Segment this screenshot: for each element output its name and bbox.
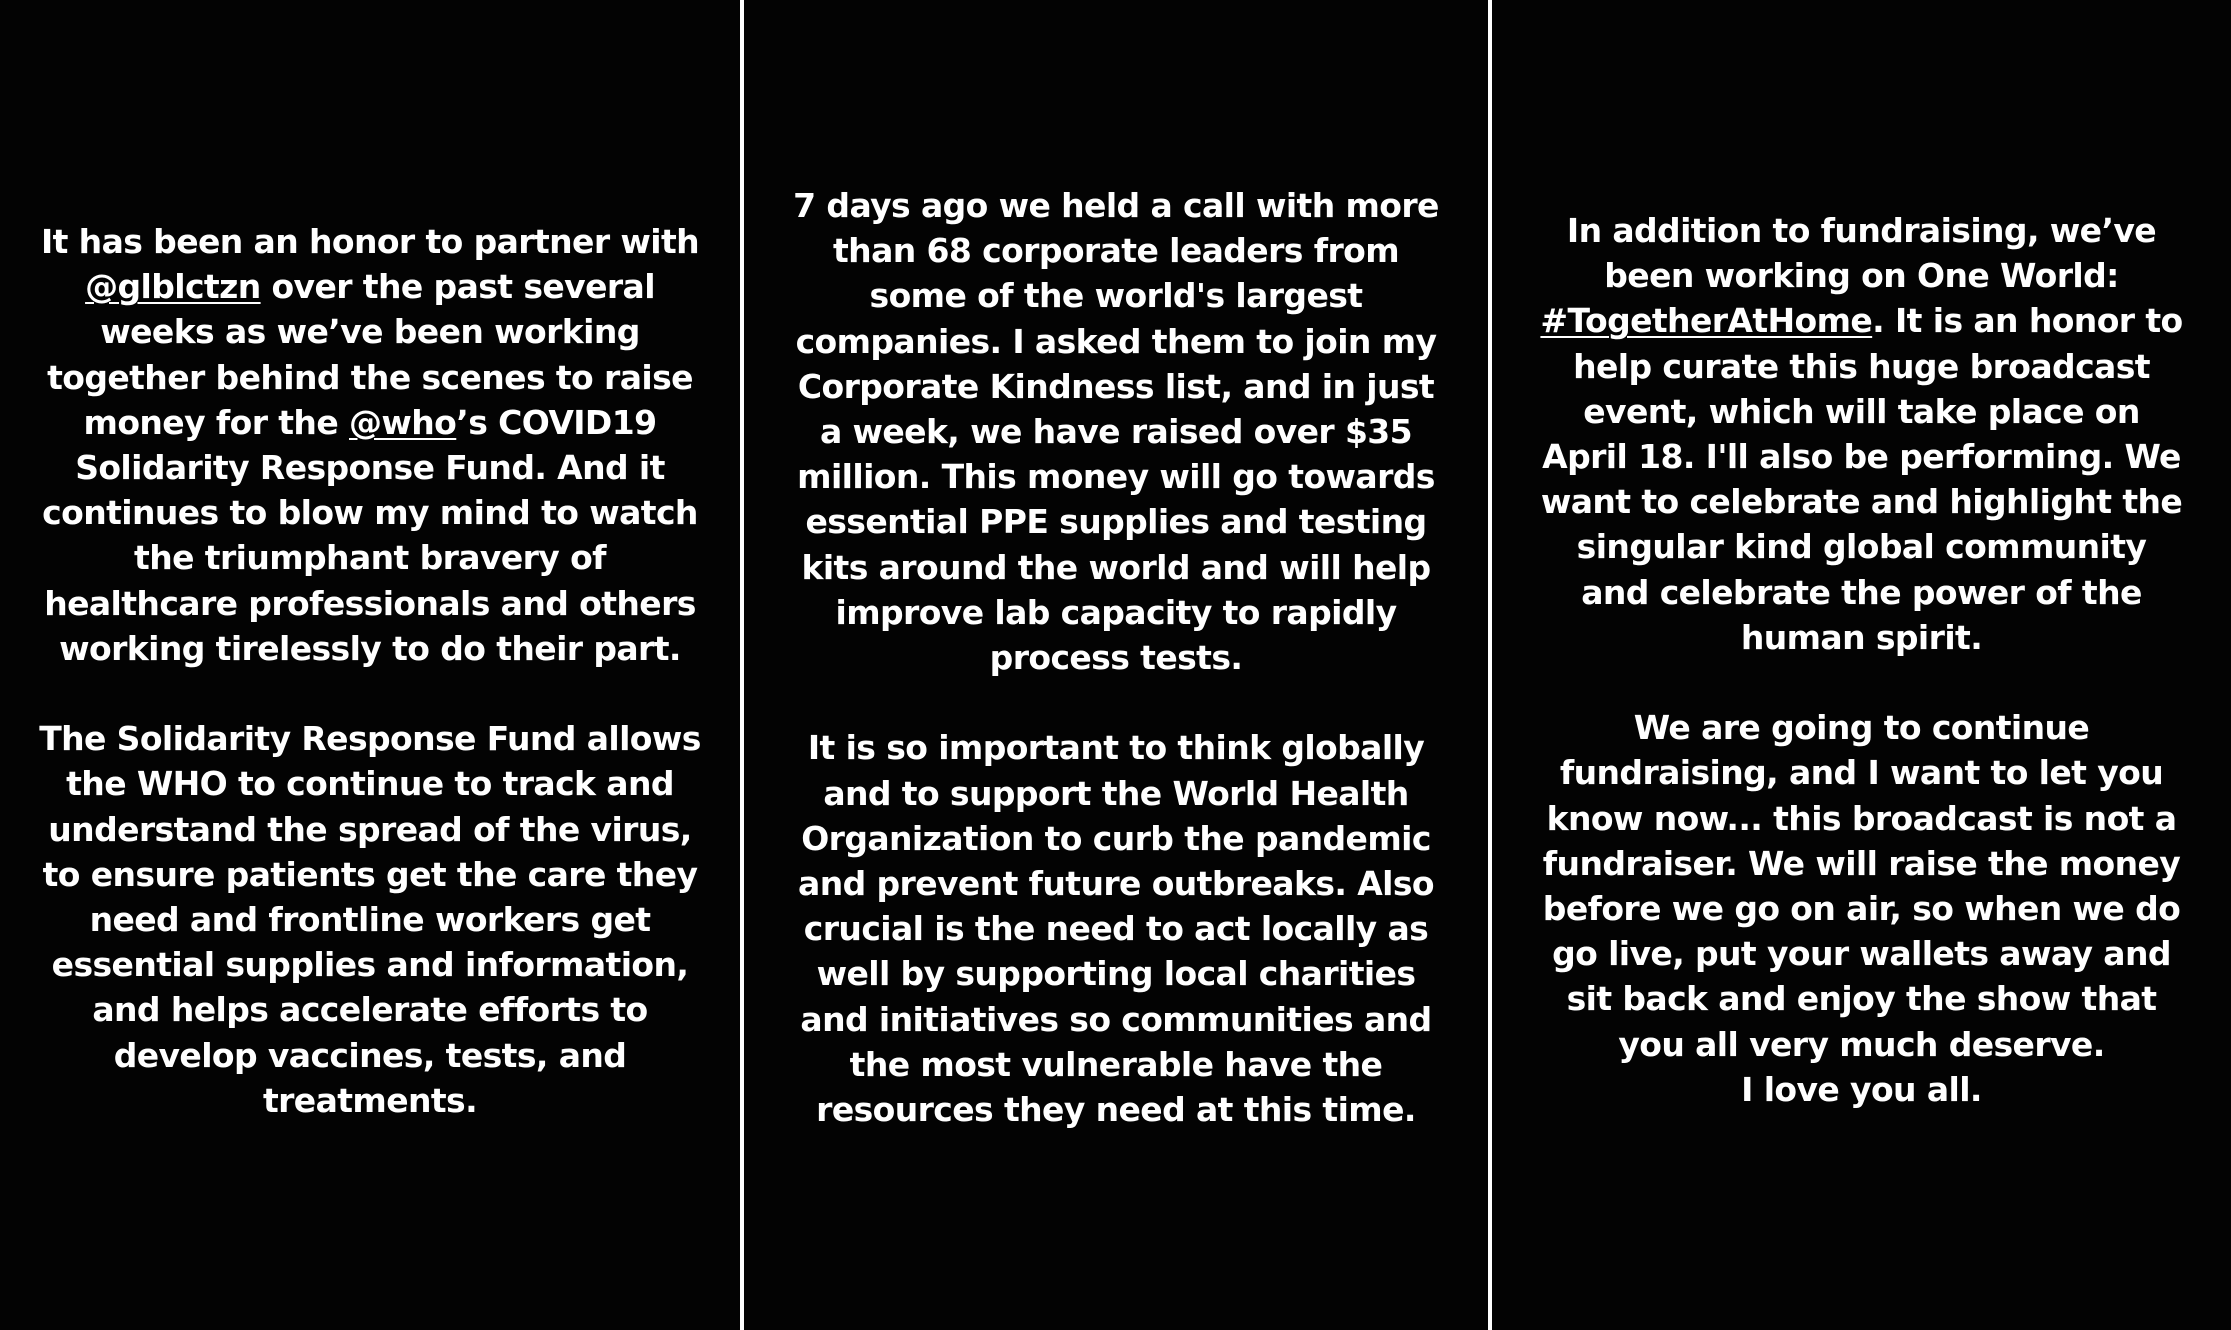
text-line: crucial is the need to act locally as [803,909,1429,949]
text-line: and celebrate the power of the [1581,572,2142,612]
paragraph-1 [1492,208,2231,660]
text-line: together behind the scenes to raise [47,357,693,397]
text-line: weeks as we’ve been working [100,312,640,352]
text-line: to ensure patients get the care they [42,854,698,894]
text-fragment: money for the [83,402,349,442]
text-line: April 18. I'll also be performing. We [1542,437,2181,477]
story-text-1 [0,219,740,1123]
text-line: and prevent future outbreaks. Also [798,864,1434,904]
text-line: In addition to fundraising, we’ve [1566,211,2157,250]
text-line: help curate this huge broadcast [1573,346,2150,386]
story-panel-3 [1492,0,2231,1330]
text-line: We are going to continue [1633,708,2090,748]
text-line: a week, we have raised over $35 [819,412,1413,452]
text-line: and helps accelerate efforts to [92,990,648,1030]
story-panel-1 [0,0,740,1330]
text-line: develop vaccines, tests, and [113,1035,627,1075]
story-text-2 [744,183,1488,1132]
text-line: working tirelessly to do their part. [59,628,681,668]
text-line: been working on One World: [1604,256,2119,296]
text-line: essential PPE supplies and testing [805,502,1427,542]
text-line: It has been an honor to partner with [40,222,700,261]
togetherathome-hashtag-link[interactable]: #TogetherAtHome [1540,301,1873,341]
text-line: fundraiser. We will raise the money [1542,843,2181,883]
text-line: Organization to curb the pandemic [801,818,1431,858]
text-line: the WHO to continue to track and [66,764,674,804]
text-line: well by supporting local charities [816,954,1416,994]
text-line [0,400,740,445]
text-line: improve lab capacity to rapidly [835,592,1397,632]
text-line: resources they need at this time. [816,1090,1416,1130]
story-panel-2 [744,0,1488,1330]
text-line: singular kind global community [1576,527,2147,567]
text-line: 7 days ago we held a call with more [793,186,1439,225]
text-line: I love you all. [1741,1069,1982,1109]
text-line: some of the world's largest [869,276,1363,316]
text-line: before we go on air, so when we do [1542,889,2181,929]
text-line: the triumphant bravery of [134,538,606,578]
text-line: event, which will take place on [1583,391,2140,431]
text-line: The Solidarity Response Fund allows [39,719,701,759]
text-line: understand the spread of the virus, [48,809,692,849]
text-line: companies. I asked them to join my [795,321,1437,361]
text-line: kits around the world and will help [801,547,1431,587]
text-line: know now... this broadcast is not a [1546,798,2177,838]
text-line: Corporate Kindness list, and in just [797,366,1435,406]
paragraph-spacer [744,680,1488,725]
text-line: the most vulnerable have the [849,1044,1383,1084]
text-line: million. This money will go towards [797,457,1435,497]
text-line: human spirit. [1740,617,1983,657]
who-mention-link[interactable]: @who [349,402,457,442]
text-line: you all very much deserve. [1618,1024,2105,1064]
text-line: sit back and enjoy the show that [1566,979,2157,1019]
text-fragment: over the past several [260,267,655,307]
text-line: healthcare professionals and others [44,583,696,623]
paragraph-1 [0,219,740,671]
text-line [0,264,740,309]
text-line [1492,298,2231,343]
text-line: and to support the World Health [823,773,1409,813]
paragraph-2 [1492,705,2231,1112]
text-line: Solidarity Response Fund. And it [75,448,665,488]
text-line: fundraising, and I want to let you [1559,753,2164,793]
paragraph-1 [744,183,1488,680]
story-text-3 [1492,208,2231,1112]
paragraph-spacer [0,671,740,716]
text-line: go live, put your wallets away and [1552,934,2171,974]
text-line: than 68 corporate leaders from [833,231,1399,271]
text-line: need and frontline workers get [89,900,651,940]
paragraph-2 [744,725,1488,1132]
text-line: essential supplies and information, [51,945,689,985]
paragraph-spacer [1492,660,2231,705]
text-line: want to celebrate and highlight the [1540,482,2183,522]
text-line: It is so important to think globally [807,728,1425,768]
glblctzn-mention-link[interactable]: @glblctzn [85,267,261,307]
paragraph-2 [0,716,740,1123]
text-fragment: . It is an honor to [1872,301,2183,341]
text-fragment: ’s COVID19 [456,402,657,442]
text-line: and initiatives so communities and [800,999,1432,1039]
text-line: treatments. [262,1080,478,1120]
text-line: continues to blow my mind to watch [42,493,698,533]
text-line: process tests. [989,638,1243,678]
